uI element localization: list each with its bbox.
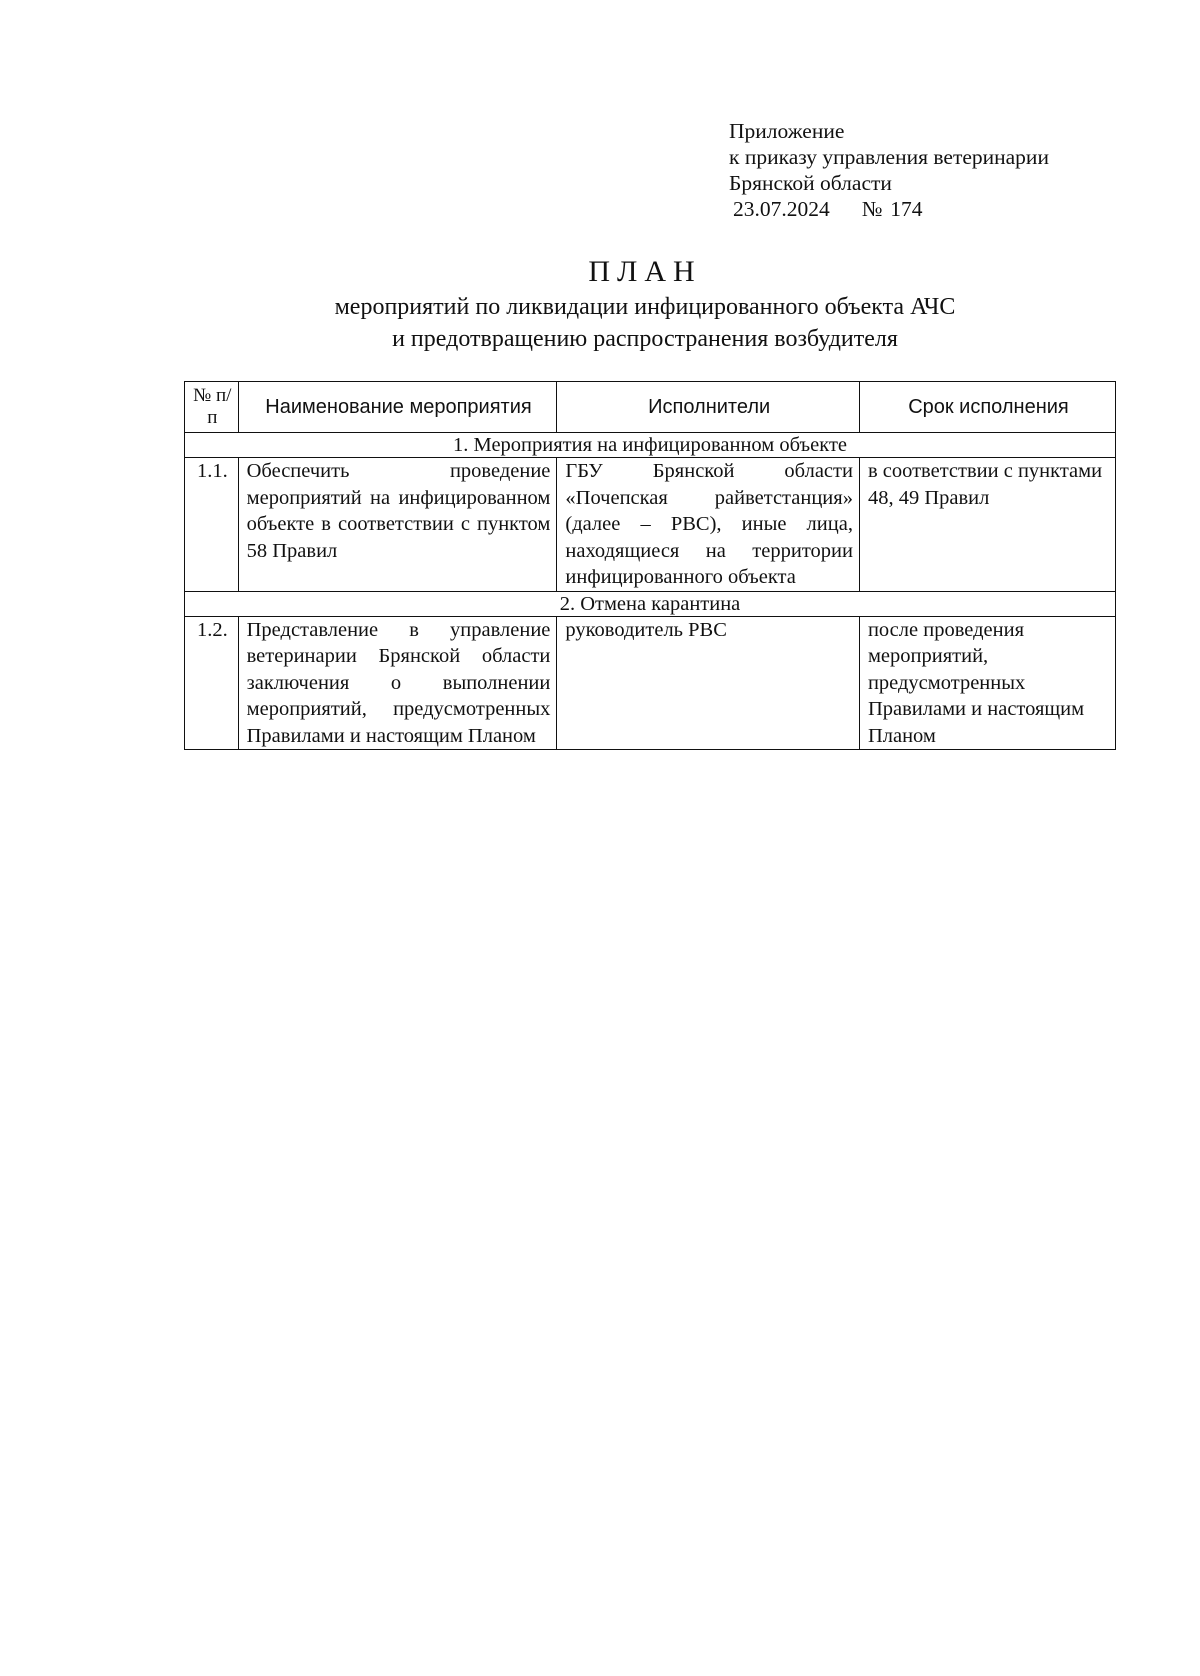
table-row — [185, 616, 1116, 750]
row-num: 1.1. — [185, 458, 239, 592]
appendix-line-2: к приказу управления ветеринарии — [729, 145, 1049, 169]
order-number-sign: № — [861, 197, 883, 221]
plan-table — [184, 381, 1116, 750]
table-header-row — [185, 382, 1116, 433]
order-number: 174 — [890, 197, 923, 221]
row-num: 1.2. — [185, 616, 239, 750]
table-row — [185, 458, 1116, 592]
appendix-block — [729, 118, 1049, 222]
section-title: 1. Мероприятия на инфицированном объекте — [185, 433, 1116, 458]
document-subtitle-line-2: и предотвращению распространения возбудителя — [392, 326, 898, 352]
header-executors: Исполнители — [557, 382, 860, 433]
section-row — [185, 591, 1116, 616]
appendix-date-number — [729, 196, 1049, 222]
section-row — [185, 433, 1116, 458]
row-name: Обеспечить проведение мероприятий на инфицированном объекте в соответствии с пунктом 58 Правил — [238, 458, 557, 592]
row-name: Представление в управление ветеринарии Брянской области заключения о выполнении мероприятий, предусмотренных Правилами и настоящим Планом — [238, 616, 557, 750]
document-title: ПЛАН — [588, 255, 702, 288]
row-executors: руководитель РВС — [557, 616, 860, 750]
appendix-line-1: Приложение — [729, 119, 845, 143]
header-name: Наименование мероприятия — [238, 382, 557, 433]
header-num: № п/п — [185, 382, 239, 433]
appendix-line-3: Брянской области — [729, 171, 892, 195]
row-term: после проведения мероприятий, предусмотренных Правилами и настоящим Планом — [859, 616, 1115, 750]
header-term: Срок исполнения — [859, 382, 1115, 433]
row-executors: ГБУ Брянской области «Почепская райветстанция» (далее – РВС), иные лица, находящиеся на территории инфицированного объекта — [557, 458, 860, 592]
section-title: 2. Отмена карантина — [185, 591, 1116, 616]
row-term: в соответствии с пунктами 48, 49 Правил — [859, 458, 1115, 592]
document-subtitle-line-1: мероприятий по ликвидации инфицированного объекта АЧС — [334, 294, 956, 320]
order-date: 23.07.2024 — [733, 197, 830, 221]
